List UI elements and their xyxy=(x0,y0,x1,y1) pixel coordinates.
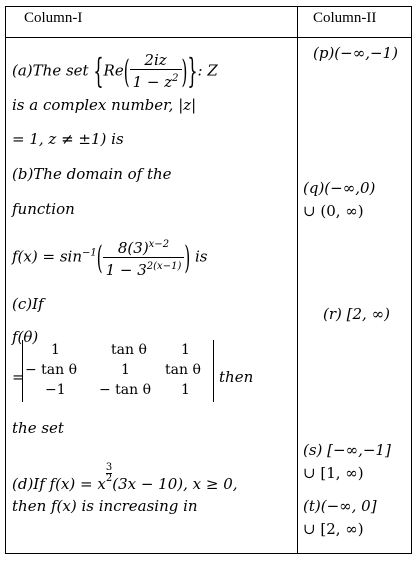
matrix-cell: − tan θ xyxy=(25,362,78,378)
item-a-fraction: $\frac{2iz}{1 - z^2}$ xyxy=(130,52,182,91)
matrix-cell: 1 xyxy=(51,342,60,358)
column-2-header: Column-II xyxy=(313,10,377,26)
item-a-line1: (a)The set {Re( $\frac{2iz}{1 - z^2}$ )}: Z xyxy=(12,50,218,91)
item-b-fraction: $\frac{8(3)^{x-2}}{1 - 3^{2(x-1)}}$ xyxy=(103,236,185,279)
matrix-cell: tan θ xyxy=(111,342,147,358)
matrix-cell: − tan θ xyxy=(99,382,152,398)
determinant-matrix xyxy=(22,340,214,402)
item-c-line2: f(θ) xyxy=(12,328,39,346)
item-c-line4: the set xyxy=(12,419,64,437)
item-b-line1: (b)The domain of the xyxy=(12,165,172,183)
item-b-function: $f(x) = \sin^{-1}$( $\frac{8(3)^{x-2}}{1 - 3^{2(x-1)}}$ ) is xyxy=(12,236,207,279)
item-a-line3: = 1, z ≠ ±1) is xyxy=(12,130,124,148)
matrix-cell: 1 xyxy=(121,362,130,378)
option-s-line1: (s) [−∞,−1] xyxy=(303,441,391,459)
item-d-line2: then f(x) is increasing in xyxy=(12,497,198,515)
item-d-exponent: $\frac{3}{2}$ xyxy=(105,462,113,484)
header-divider xyxy=(6,37,411,38)
item-c-line1: (c)If xyxy=(12,295,44,313)
option-s-line2: ∪ [1, ∞) xyxy=(303,464,364,482)
option-t-line2: ∪ [2, ∞) xyxy=(303,520,364,538)
item-c-equals: = xyxy=(12,368,25,386)
item-c-then: then xyxy=(219,368,254,386)
matrix-cell: 1 xyxy=(181,382,190,398)
option-p: (p)(−∞,−1) xyxy=(313,44,398,62)
option-r: (r) [2, ∞) xyxy=(323,305,390,323)
column-divider xyxy=(297,7,298,553)
option-q-line2: ∪ (0, ∞) xyxy=(303,202,364,220)
option-t-line1: (t)(−∞, 0] xyxy=(303,497,377,515)
option-q-line1: (q)(−∞,0) xyxy=(303,179,376,197)
item-b-line2: function xyxy=(12,200,75,218)
matrix-cell: tan θ xyxy=(165,362,201,378)
matrix-cell: 1 xyxy=(181,342,190,358)
item-a-line2: is a complex number, |z| xyxy=(12,96,197,114)
column-1-header: Column-I xyxy=(24,10,83,26)
matrix-cell: −1 xyxy=(45,382,66,398)
item-d-line1: (d)If f(x) = x $\frac{3}{2}$ (3x − 10), x ≥ 0, xyxy=(12,462,238,493)
